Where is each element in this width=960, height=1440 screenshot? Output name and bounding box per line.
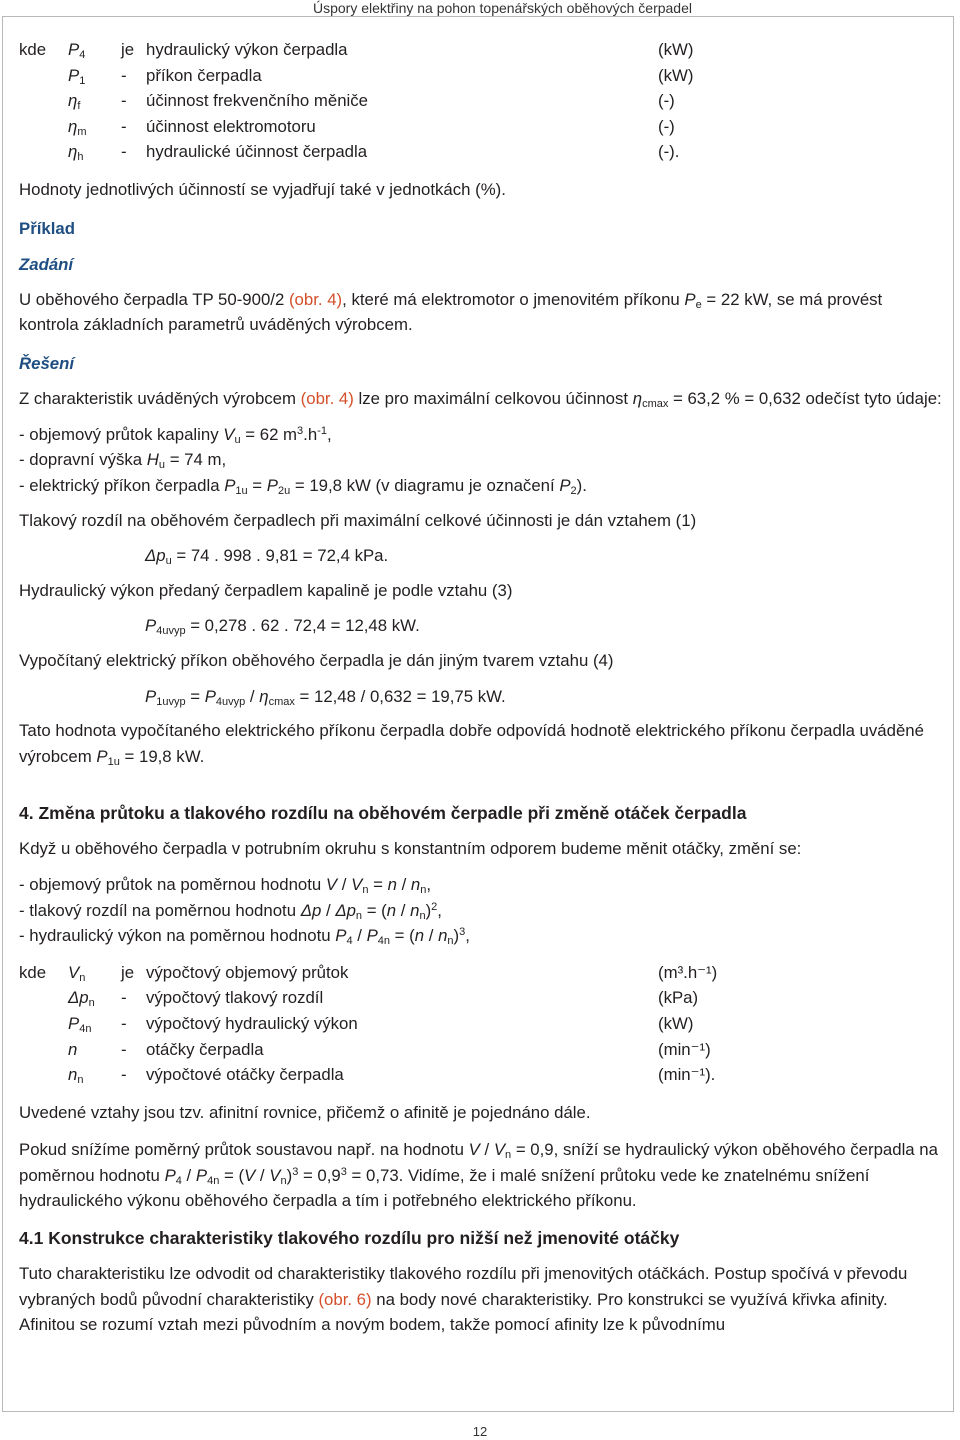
paragraph-when: Když u oběhového čerpadla v potrubním okruhu s konstantním odporem budeme měnit otáčky, změní se: [19,839,802,859]
definition-separator: - [121,1039,127,1059]
list-item: - hydraulický výkon na poměrnou hodnotu $P_4 / P_{4n} = (n / n_n)^3$, [19,926,470,948]
definition-row [19,1040,944,1066]
definition-symbol: $n_n$ [68,1065,84,1087]
definition-symbol: $P_4$ [68,40,86,61]
header-title: Úspory elektřiny na pohon topenářských oběhových čerpadel [312,0,692,16]
definition-row [19,142,944,168]
definitions-intro: kde [19,40,47,59]
definition-unit: (min⁻¹) [658,1039,711,1059]
definition-row [19,1065,944,1091]
definition-unit: (-) [658,116,675,136]
definition-separator: je [121,962,135,982]
measured-values-list [19,422,944,499]
figure-reference-link[interactable]: (obr. 6) [318,1289,372,1309]
definition-symbol: $P_1$ [68,65,86,87]
definition-separator: - [121,142,127,162]
paragraph-calculated: Vypočítaný elektrický příkon oběhového čerpadla je dán jiným tvarem vztahu (4) [19,650,614,670]
symbol-definitions-2 [19,963,944,1091]
definition-row [19,40,944,66]
definition-unit: (kPa) [658,988,699,1008]
definition-symbol: $\Delta p_n$ [68,988,95,1010]
equation-hydraulic-power: $P_{4uvyp} = 0,278$ . 62 . 72,4 = 12,48 kW. [145,616,420,638]
definition-symbol: $\eta_m$ [68,116,87,138]
list-item: - dopravní výška $H_u = 74$ m, [19,450,227,472]
definition-symbol: $\eta_f$ [68,91,81,113]
definition-separator: - [121,91,127,111]
paragraph-zadani: U oběhového čerpadla TP 50-900/2 (obr. 4), které má elektromotor o jmenovitém příkonu $P_e = 22$ kW, se má provést kontrola základních parametrů uváděných výrobcem. [19,289,883,335]
page-header [0,0,960,16]
list-item: - elektrický příkon čerpadla $P_{1u} = P_{2u} = 19,8$ kW (v diagramu je označení $P_2$). [19,476,587,497]
definition-unit: (-) [658,91,675,111]
definition-separator: - [121,1065,127,1085]
definition-separator: - [121,988,127,1008]
figure-reference-link[interactable]: (obr. 4) [300,389,354,409]
definition-row [19,988,944,1014]
definition-text: výpočtové otáčky čerpadla [146,1065,344,1085]
affinity-list [19,872,944,949]
definitions-intro: kde [19,962,47,982]
section-4-title: 4. Změna průtoku a tlakového rozdílu na oběhovém čerpadle při změně otáček čerpadla [19,803,747,824]
definition-text: otáčky čerpadla [146,1039,264,1059]
paragraph-units-note: Hodnoty jednotlivých účinností se vyjadřují také v jednotkách (%). [19,179,506,199]
page-content [19,40,944,1338]
paragraph-conclusion: Tato hodnota vypočítaného elektrického příkonu čerpadla dobře odpovídá hodnotě elektrického příkonu čerpadla uváděné výrobcem $P_{1u} = 19,8$ kW. [19,721,924,768]
definition-text: výpočtový hydraulický výkon [146,1013,358,1033]
definition-text: účinnost elektromotoru [146,116,316,136]
definition-row [19,91,944,117]
heading-priklad: Příklad [19,218,75,238]
definition-symbol: $P_{4n}$ [68,1013,92,1035]
definition-unit: (min⁻¹). [658,1065,716,1085]
paragraph-construction: Tuto charakteristiku lze odvodit od charakteristiky tlakového rozdílu při jmenovitých otáčkách. Postup spočívá v převodu vybraných bodů původní charakteristiky (obr. 6) na body nové charakteristiky. Pro konstrukci se využívá křivka afinity. Afinitou se rozumí vztah mezi původním a novým bodem, takže pomocí afinity lze k původnímu [19,1264,908,1335]
definition-separator: - [121,65,127,85]
definition-text: hydraulické účinnost čerpadla [146,142,368,162]
definition-separator: - [121,1013,127,1033]
definition-text: příkon čerpadla [146,65,262,85]
definition-symbol: $\eta_h$ [68,142,84,164]
definition-symbol: n [68,1039,78,1059]
definition-row [19,1014,944,1040]
page-number: 12 [472,1424,488,1439]
list-item: - objemový průtok kapaliny $V_u = 62$ $m^3.h^{-1}$, [19,424,332,446]
list-item: - tlakový rozdíl na poměrnou hodnotu $\Delta p / \Delta p_n = (n / n_n)^2$, [19,900,442,922]
definition-unit: (kW) [658,40,694,59]
section-4-1-title: 4.1 Konstrukce charakteristiky tlakového rozdílu pro nižší než jmenovité otáčky [19,1228,680,1249]
definition-separator: je [121,40,135,59]
heading-reseni: Řešení [19,354,75,374]
definition-unit: (-). [658,142,680,162]
paragraph-pressure: Tlakový rozdíl na oběhovém čerpadlech při maximální celkové účinnosti je dán vztahem (1) [19,510,697,530]
definition-text: účinnost frekvenčního měniče [146,91,369,111]
definition-unit: (kW) [658,65,694,85]
paragraph-reseni: Z charakteristik uváděných výrobcem (obr. 4) lze pro maximální celkovou účinnost $\eta_{cmax} = 63,2$ % = 0,632 odečíst tyto údaje: [19,389,942,411]
definition-text: výpočtový tlakový rozdíl [146,988,324,1008]
definition-row [19,117,944,143]
paragraph-affinity-note: Uvedené vztahy jsou tzv. afinitní rovnice, přičemž o afinitě je pojednáno dále. [19,1102,591,1122]
definition-text: výpočtový objemový průtok [146,962,349,982]
paragraph-hydraulic: Hydraulický výkon předaný čerpadlem kapalině je podle vztahu (3) [19,580,513,600]
definition-unit: (m³.h⁻¹) [658,962,718,982]
equation-electric-input: $P_{1uvyp} = P_{4uvyp} / \eta_{cmax} = 12,48 / 0,632 = 19,75$ kW. [145,686,506,708]
definition-row [19,66,944,92]
list-item: - objemový průtok na poměrnou hodnotu $V / V_n = n / n_n$, [19,874,432,896]
paragraph-example-reduction: Pokud snížíme poměrný průtok soustavou např. na hodnotu $V / V_n = 0,9$, sníží se hydraulický výkon oběhového čerpadla na poměrnou hodnotu $P_4 / P_{4n} = (V / V_n)^3 = 0,9^3 = 0,73$. Vidíme, že i malé snížení průtoku vede ke znatelnému snížení hydraulického výkonu oběhového čerpadla a tím i potřebného elektrického příkonu. [19,1140,938,1211]
equation-pressure: $\Delta p_u = 74$ . 998 . 9,81 = 72,4 kPa. [145,546,389,568]
definition-separator: - [121,116,127,136]
definition-row [19,963,944,989]
definition-symbol: $V_n$ [68,962,86,984]
symbol-definitions-1 [19,40,944,168]
heading-zadani: Zadání [19,254,74,274]
figure-reference-link[interactable]: (obr. 4) [288,289,343,309]
definition-text: hydraulický výkon čerpadla [146,40,348,59]
definition-unit: (kW) [658,1013,694,1033]
